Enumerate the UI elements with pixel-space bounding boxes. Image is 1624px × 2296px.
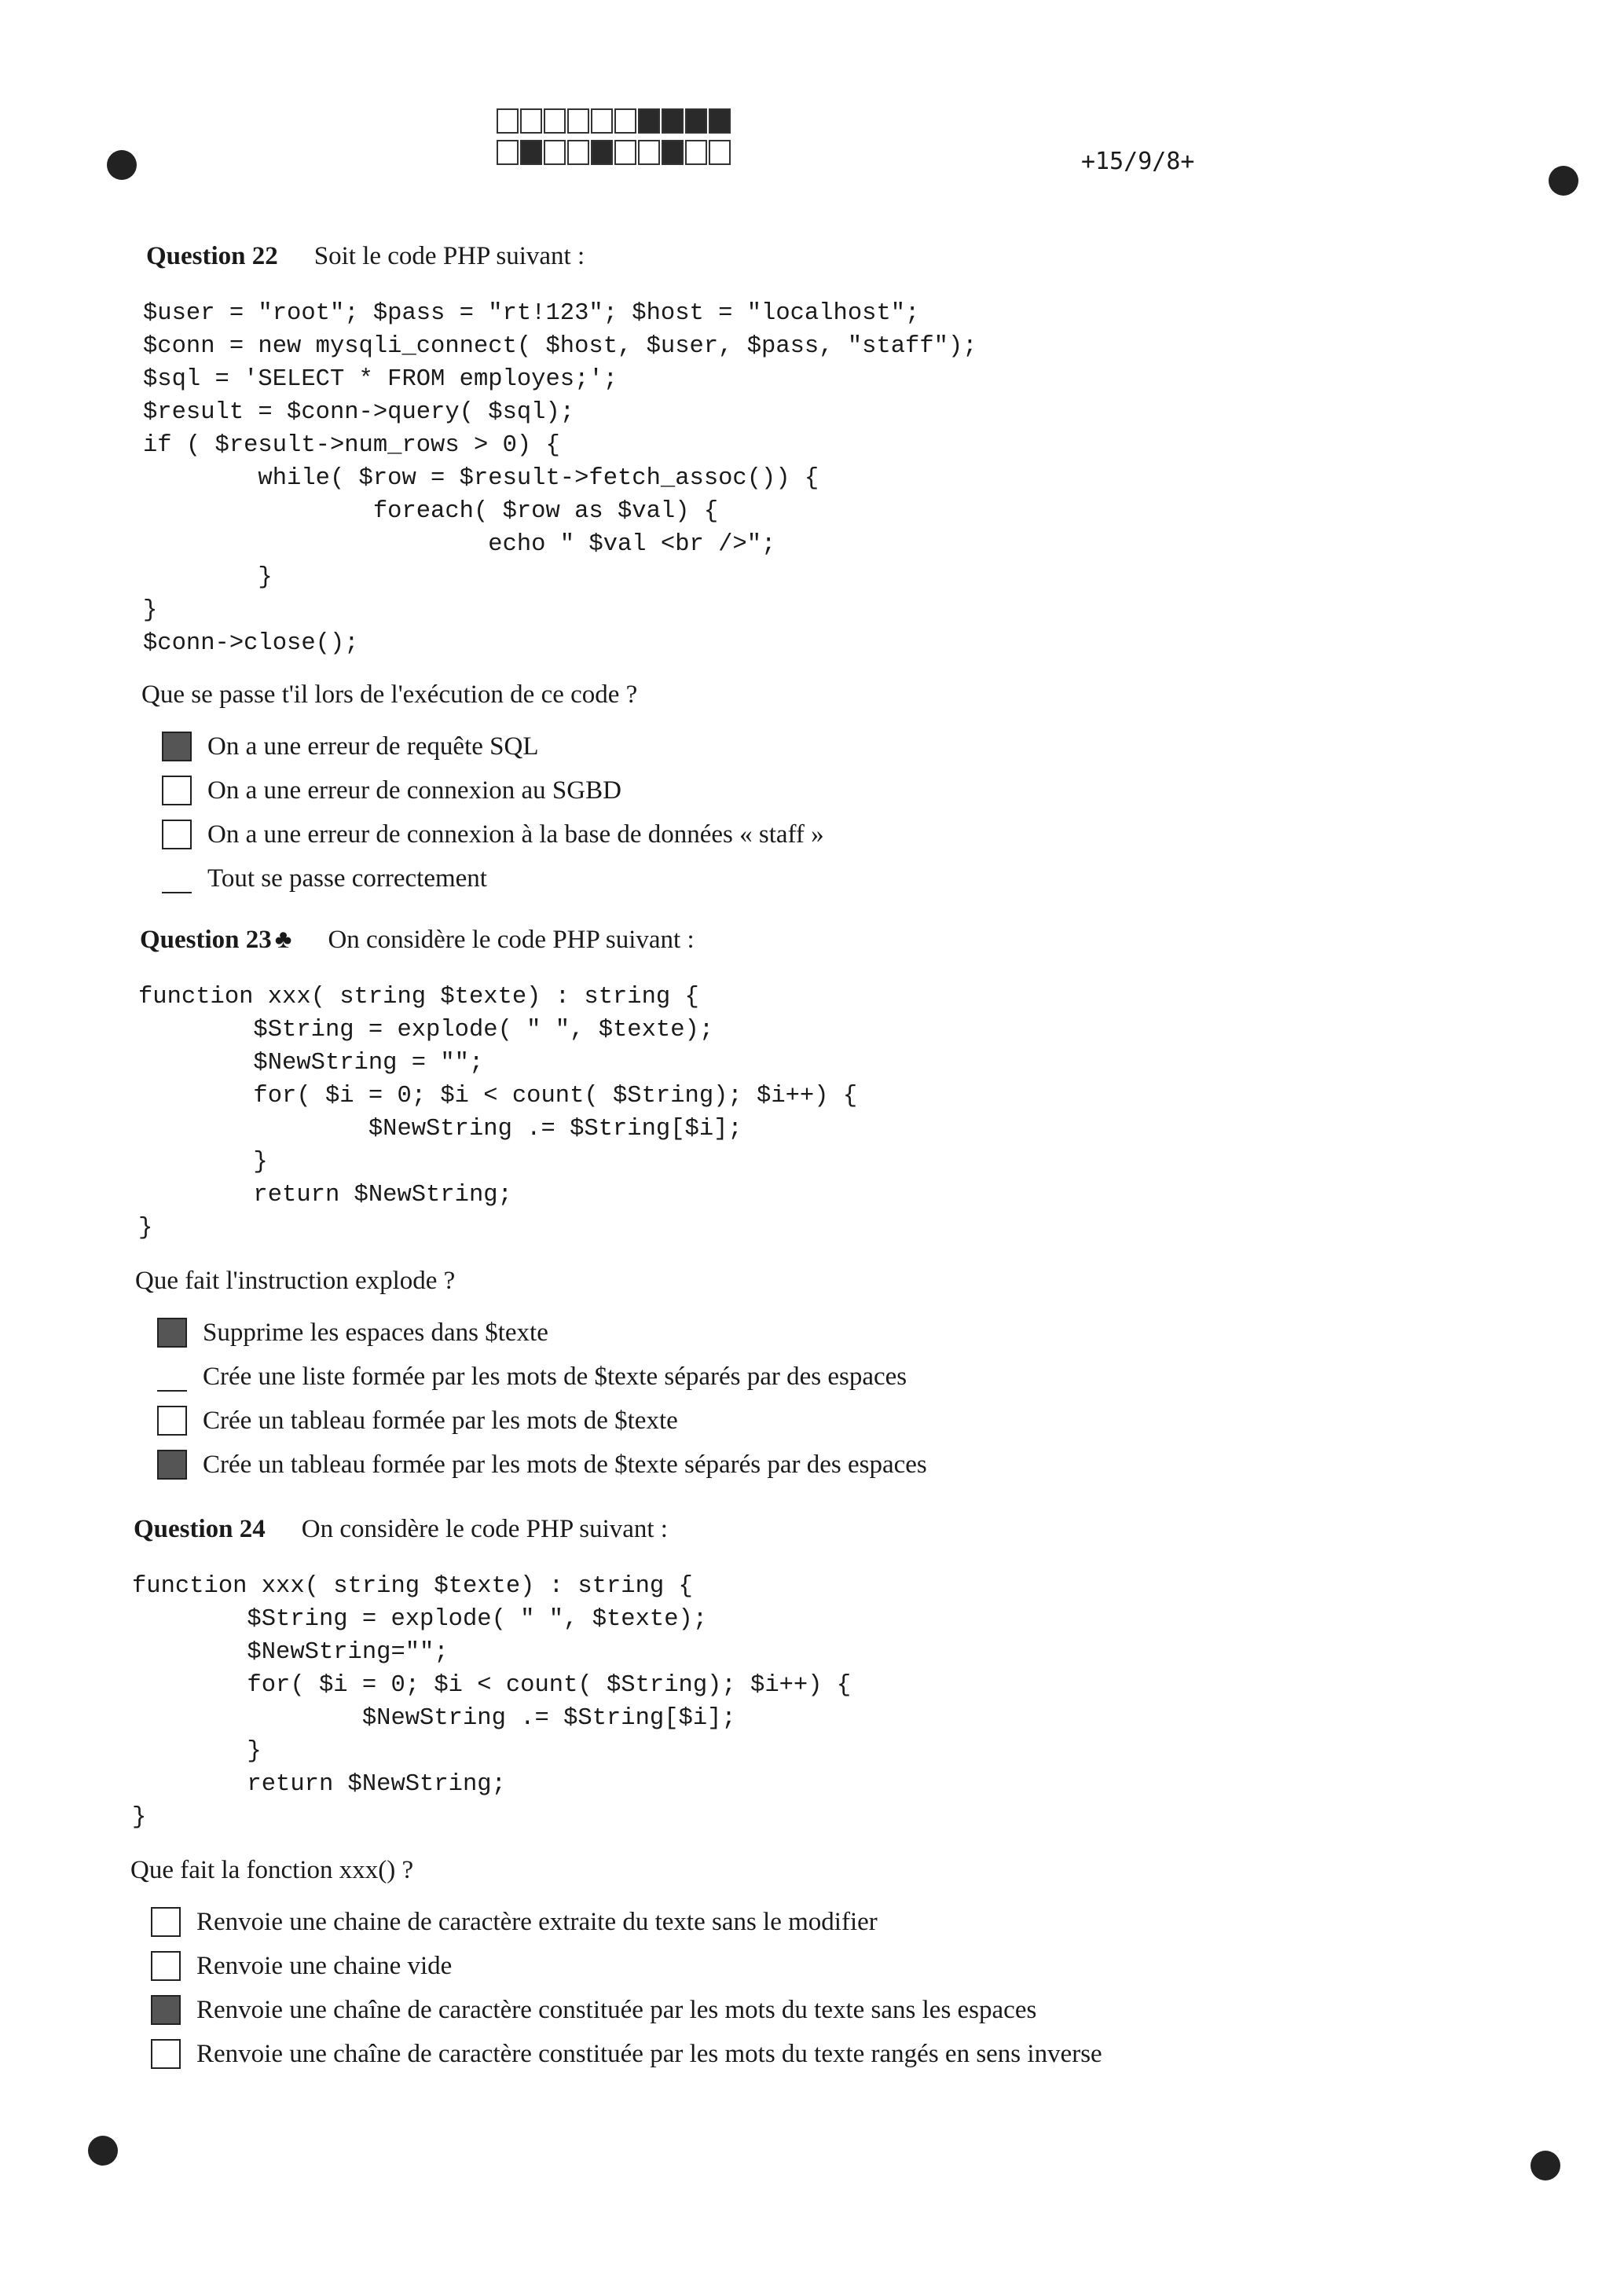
barcode-cell [591, 140, 613, 165]
answer-option[interactable] [151, 1900, 1102, 1944]
question-22-header [146, 242, 585, 271]
answer-label: Renvoie une chaine vide [196, 1951, 453, 1980]
corner-marker-top-right [1549, 166, 1578, 196]
checked-checkbox[interactable] [157, 1450, 187, 1480]
question-22-answers [162, 724, 824, 900]
barcode-cell [497, 108, 519, 134]
question-23-prompt: Que fait l'instruction explode ? [135, 1267, 456, 1295]
barcode-cell [497, 140, 519, 165]
barcode-cell [544, 140, 566, 165]
checkbox[interactable] [151, 1907, 181, 1937]
barcode-cell [614, 108, 636, 134]
question-intro: On considère le code PHP suivant : [301, 1515, 668, 1543]
answer-option[interactable] [151, 1988, 1102, 2032]
question-24-code: function xxx( string $texte) : string { $String = explode( " ", $texte); $NewString=""; for( $i = 0; $i < count( $String); $i++) { $NewString .= $String[$i]; } return $NewString; } [132, 1573, 852, 1831]
question-24-prompt: Que fait la fonction xxx() ? [130, 1856, 414, 1884]
page-barcode-bottom [497, 140, 732, 165]
answer-option[interactable] [162, 724, 824, 768]
question-24-answers [151, 1900, 1102, 2076]
barcode-cell [638, 108, 660, 134]
barcode-cell [662, 140, 684, 165]
corner-marker-bottom-right [1531, 2151, 1560, 2180]
barcode-cell [638, 140, 660, 165]
barcode-cell [520, 108, 542, 134]
answer-option[interactable] [157, 1355, 927, 1399]
barcode-cell [591, 108, 613, 134]
answer-label: On a une erreur de connexion à la base de données « staff » [207, 820, 824, 849]
question-intro: On considère le code PHP suivant : [328, 926, 695, 954]
barcode-cell [685, 140, 707, 165]
barcode-cell [520, 140, 542, 165]
question-label: Question 23 ♣ [140, 926, 292, 954]
question-label: Question 22 [146, 242, 278, 270]
answer-label: On a une erreur de requête SQL [207, 732, 539, 761]
checked-checkbox[interactable] [162, 732, 192, 761]
page-identifier: +15/9/8+ [1081, 148, 1195, 175]
checkbox[interactable] [151, 2039, 181, 2069]
checkbox[interactable] [157, 1362, 187, 1392]
answer-label: Renvoie une chaîne de caractère constituée par les mots du texte rangés en sens inverse [196, 2039, 1102, 2068]
barcode-cell [709, 140, 731, 165]
answer-label: Supprime les espaces dans $texte [203, 1318, 548, 1347]
checkbox[interactable] [162, 776, 192, 805]
barcode-cell [662, 108, 684, 134]
answer-option[interactable] [157, 1399, 927, 1443]
question-23-header [140, 926, 695, 955]
answer-option[interactable] [151, 2032, 1102, 2076]
answer-label: Crée un tableau formée par les mots de $texte [203, 1406, 678, 1435]
answer-label: On a une erreur de connexion au SGBD [207, 776, 621, 805]
barcode-cell [544, 108, 566, 134]
question-intro: Soit le code PHP suivant : [313, 242, 585, 270]
question-label: Question 24 [134, 1515, 266, 1543]
barcode-cell [685, 108, 707, 134]
answer-label: Crée une liste formée par les mots de $texte séparés par des espaces [203, 1362, 907, 1391]
checkbox[interactable] [157, 1406, 187, 1436]
corner-marker-bottom-left [88, 2136, 118, 2166]
question-23-answers [157, 1311, 927, 1487]
barcode-cell [709, 108, 731, 134]
checked-checkbox[interactable] [157, 1318, 187, 1348]
question-23-code: function xxx( string $texte) : string { $String = explode( " ", $texte); $NewString = ""; for( $i = 0; $i < count( $String); $i++) { $NewString .= $String[$i]; } return $NewString; } [138, 984, 858, 1242]
answer-option[interactable] [157, 1443, 927, 1487]
question-24-header [134, 1515, 668, 1544]
answer-option[interactable] [151, 1944, 1102, 1988]
checkbox[interactable] [162, 820, 192, 849]
answer-label: Renvoie une chaîne de caractère constituée par les mots du texte sans les espaces [196, 1995, 1037, 2024]
barcode-cell [567, 108, 589, 134]
club-icon: ♣ [274, 926, 292, 954]
answer-label: Tout se passe correctement [207, 864, 487, 893]
question-22-prompt: Que se passe t'il lors de l'exécution de ce code ? [141, 680, 638, 709]
barcode-cell [567, 140, 589, 165]
answer-option[interactable] [162, 812, 824, 856]
barcode-cell [614, 140, 636, 165]
checked-checkbox[interactable] [151, 1995, 181, 2025]
question-22-code: $user = "root"; $pass = "rt!123"; $host = "localhost"; $conn = new mysqli_connect( $host, $user, $pass, "staff"); $sql = 'SELECT * FROM employes;'; $result = $conn->query( $sql); if ( $result->num_rows > 0) { while( $row = $result->fetch_assoc()) { foreach( $row as $val) { echo " $val <br />"; } } $conn->close(); [143, 300, 977, 657]
answer-option[interactable] [162, 856, 824, 900]
checkbox[interactable] [151, 1951, 181, 1981]
checkbox[interactable] [162, 864, 192, 893]
answer-option[interactable] [157, 1311, 927, 1355]
answer-label: Crée un tableau formée par les mots de $texte séparés par des espaces [203, 1450, 927, 1479]
page-barcode-top [497, 108, 732, 134]
answer-option[interactable] [162, 768, 824, 812]
answer-label: Renvoie une chaine de caractère extraite du texte sans le modifier [196, 1907, 878, 1936]
corner-marker-top-left [107, 150, 137, 180]
